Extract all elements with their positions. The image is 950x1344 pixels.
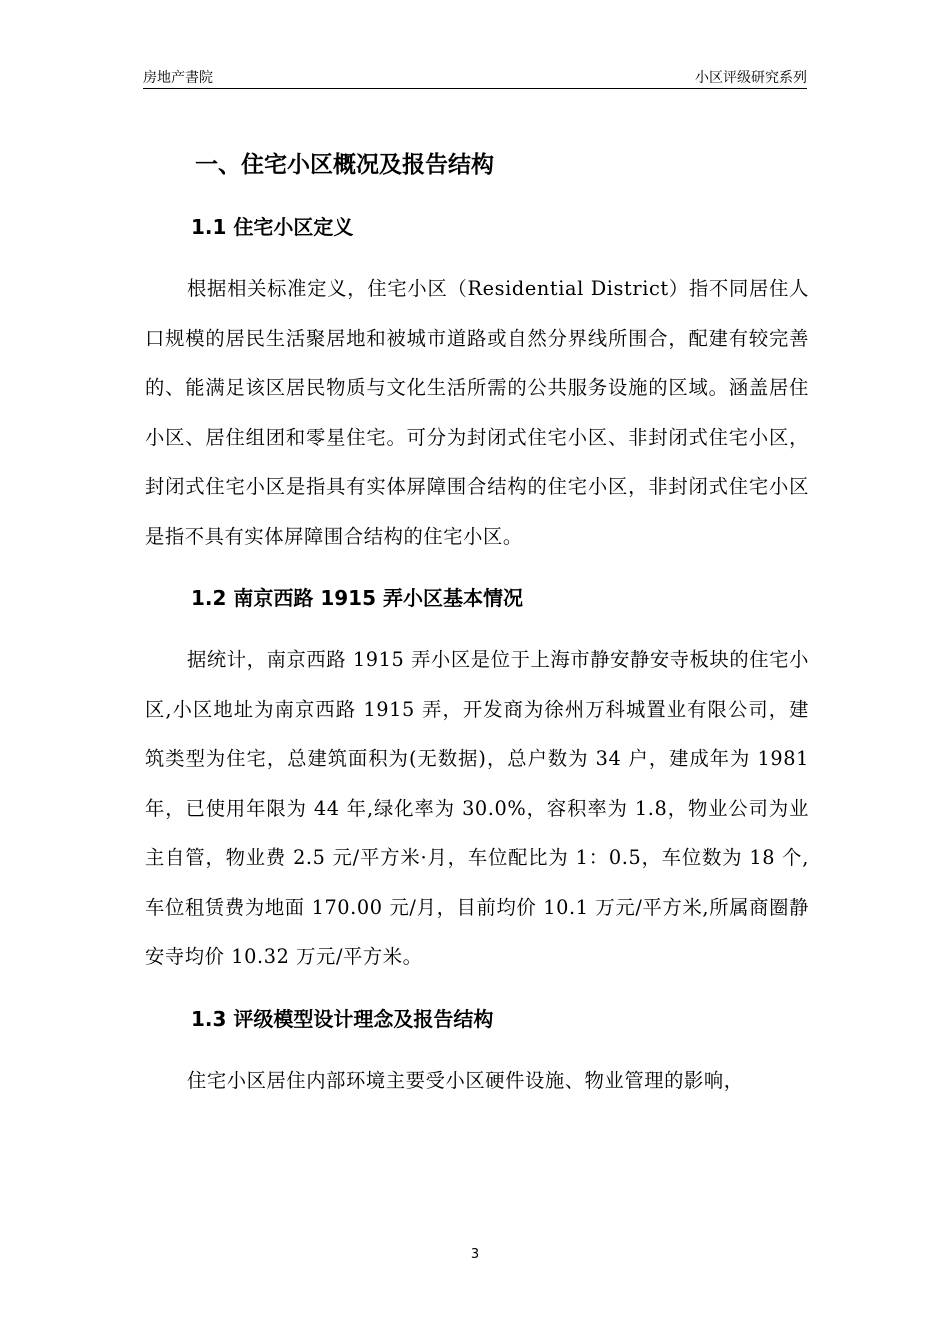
page-number: 3 xyxy=(470,1247,480,1262)
page-header xyxy=(143,66,807,89)
section-title: 一、住宅小区概况及报告结构 xyxy=(195,152,494,178)
header-right-text: 小区评级研究系列 xyxy=(695,70,807,86)
subsection-1-3-title: 1.3 评级模型设计理念及报告结构 xyxy=(191,1006,494,1031)
header-left-text: 房地产書院 xyxy=(143,70,213,86)
document-body xyxy=(145,140,809,1105)
subsection-1-1-title: 1.1 住宅小区定义 xyxy=(191,215,354,239)
subsection-1-2-body: 据统计，南京西路 1915 弄小区是位于上海市静安静安寺板块的住宅小区,小区地址为南京西路 1915 弄，开发商为徐州万科城置业有限公司，建筑类型为住宅，总建筑面积为(无数据)，总户数为 34 户，建成年为 1981 年，已使用年限为 44 年,绿化率为 30.0%，容积率为 1.8，物业公司为业主自管，物业费 2.5 元/平方米·月，车位配比为 1：0.5，车位数为 18 个,车位租赁费为地面 170.00 元/月，目前均价 10.1 万元/平方米,所属商圈静安寺均价 10.32 万元/平方米。 xyxy=(145,648,809,968)
subsection-1-2-title: 1.2 南京西路 1915 弄小区基本情况 xyxy=(191,586,523,610)
subsection-1-3-body: 住宅小区居住内部环境主要受小区硬件设施、物业管理的影响， xyxy=(187,1068,744,1092)
subsection-1-1-body: 根据相关标准定义，住宅小区（Residential District）指不同居住人口规模的居民生活聚居地和被城市道路或自然分界线所围合，配建有较完善的、能满足该区居民物质与文化生活所需的公共服务设施的区域。涵盖居住小区、居住组团和零星住宅。可分为封闭式住宅小区、非封闭式住宅小区，封闭式住宅小区是指具有实体屏障围合结构的住宅小区，非封闭式住宅小区是指不具有实体屏障围合结构的住宅小区。 xyxy=(145,277,809,548)
